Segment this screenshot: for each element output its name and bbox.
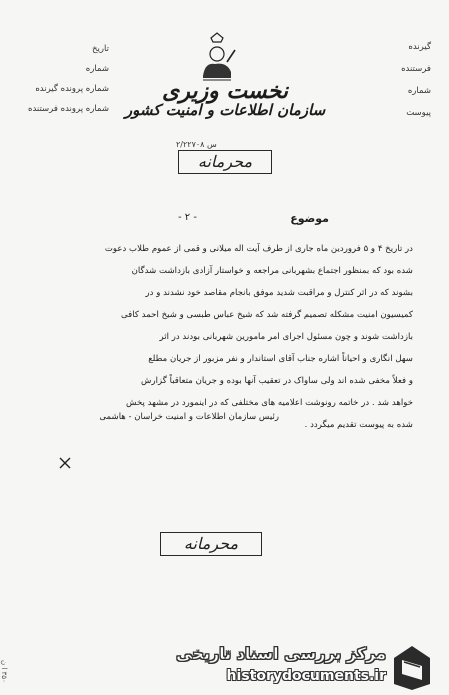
subject-label: موضوع [290, 212, 329, 225]
body-line: شده به پیوست تقدیم میگردد . [304, 420, 413, 430]
sender-file-label: شماره پرونده فرستنده [28, 104, 109, 114]
body-line: و فعلاً مخفی شده اند ولی ساواک در تعقیب آنها بوده و جریان متعاقباً گزارش [141, 376, 413, 386]
letter-body [41, 238, 413, 436]
header-right-fields [401, 42, 431, 130]
body-line: در تاریخ ۴ و ۵ فروردین ماه جاری از طرف آیت اله میلانی و قمی از عموم طلاب دعوت [104, 244, 413, 254]
body-line: سهل انگاری و احیاناً اشاره جناب آقای استاندار و نفر مزبور از جریان مطلع [148, 354, 413, 364]
watermark-url: historydocuments.ir [226, 668, 386, 684]
confidential-stamp-bottom: محرمانه [160, 532, 262, 556]
date-label: تاریخ [92, 44, 109, 54]
recipient-label: گیرنده [408, 42, 431, 52]
attachment-label: پیوست [406, 108, 431, 118]
organization-title: سازمان اطلاعات و امنیت کشور [124, 101, 326, 119]
body-line: شده بود که بمنظور اجتماع بشهربانی مراجعه و خواستار آزادی بازداشت شدگان [131, 266, 413, 276]
lion-and-sun-emblem-icon [197, 32, 237, 84]
body-line: بشوند که در اثر کنترل و مراقبت شدید موفق بانجام مقاصد خود نشدند و در [145, 288, 413, 298]
ministry-title: نخست وزیری [162, 78, 288, 104]
number-label-left: شماره [85, 64, 109, 74]
confidential-stamp-top: محرمانه [178, 150, 272, 174]
watermark-title: مرکز بررسی اسناد تاریخی [176, 644, 386, 663]
sender-label: فرستنده [401, 64, 431, 74]
signature-line: رئیس سازمان اطلاعات و امنیت خراسان - هاشمی [99, 412, 279, 422]
body-line: بازداشت شوند و چون مسئول اجرای امر مامورین شهربانی بودند در اثر [159, 332, 413, 342]
header-left-fields [28, 44, 109, 124]
reference-number: س ۲/۲۲۷۰۸ [176, 140, 217, 149]
margin-mark-icon [58, 456, 72, 470]
number-label: شماره [407, 86, 431, 96]
archive-watermark [150, 640, 440, 694]
recipient-file-label: شماره پرونده گیرنده [35, 84, 109, 94]
body-line: خواهد شد . در خاتمه رونوشت اعلامیه های مختلفی که در اینمورد در مشهد پخش [126, 398, 413, 408]
body-line: کمیسیون امنیت مشکله تصمیم گرفته شد که شیخ عباس طبسی و شیخ احمد کافی [120, 310, 413, 320]
page-number: - ۲ - [178, 212, 197, 223]
corner-code: ۳۵۰ ا ن [0, 660, 8, 683]
archive-logo-icon [392, 644, 432, 692]
